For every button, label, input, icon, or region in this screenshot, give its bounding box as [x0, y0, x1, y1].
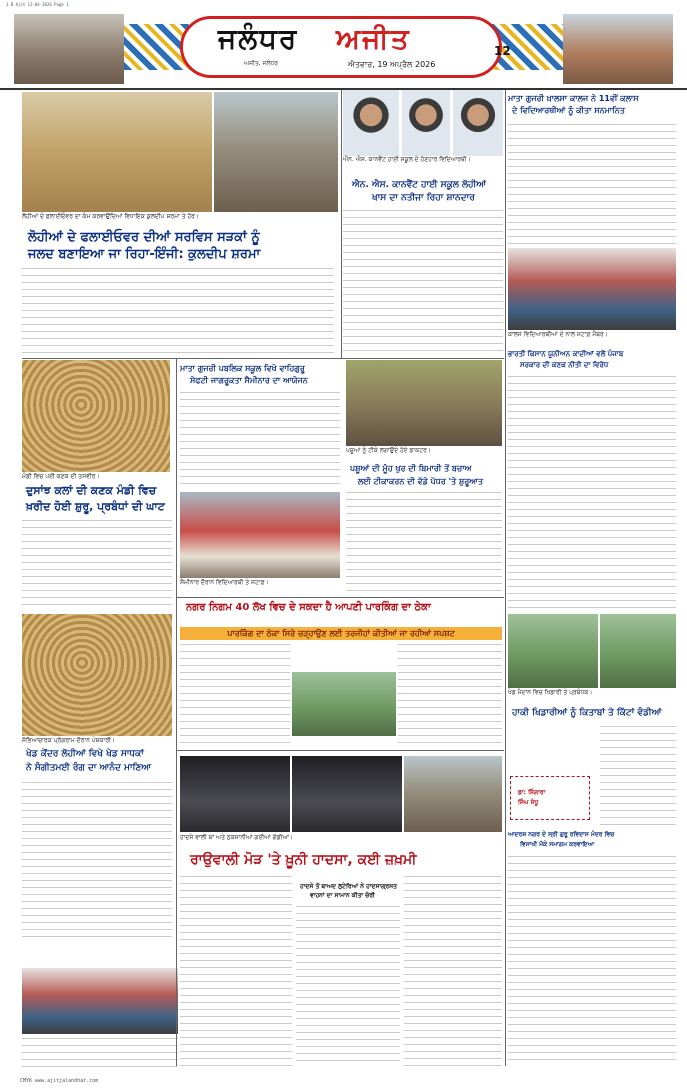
mandir-headline-line1: ਆਦਰਸ਼ ਨਗਰ ਦੇ ਸ੍ਰੀ ਗੁਰੂ ਰਵਿਦਾਸ ਮੰਦਰ ਵਿਚ — [508, 831, 615, 838]
results-headline-line1: ਐਨ. ਐਸ. ਕਾਨਵੈਂਟ ਹਾਈ ਸਕੂਲ ਲੋਹੀਆਂ — [352, 180, 487, 190]
accident-subhead-line1: ਹਾਦਸੇ ਤੋਂ ਬਾਅਦ ਲੁਟੇਰਿਆਂ ਨੇ ਹਾਦਸਾਗ੍ਰਸਤ — [300, 883, 397, 890]
flyover-body-text — [22, 268, 334, 358]
seminar-caption: ਸੈਮੀਨਾਰ ਦੌਰਾਨ ਵਿਦਿਆਰਥੀ ਤੇ ਸਟਾਫ਼। — [180, 579, 269, 586]
accident-headline: ਰਾਉਵਾਲੀ ਮੋੜ 'ਤੇ ਖ਼ੂਨੀ ਹਾਦਸਾ, ਕਈ ਜ਼ਖ਼ਮੀ — [190, 852, 417, 868]
accident-caption: ਹਾਦਸੇ ਵਾਲੀ ਥਾਂ ਅਤੇ ਨੁਕਸਾਨੀਆਂ ਗਈਆਂ ਗੱਡੀਆਂ। — [180, 834, 294, 841]
parking-body-text-1 — [180, 644, 290, 744]
cattle-caption: ਪਸ਼ੂਆਂ ਨੂੰ ਟੀਕੇ ਲਗਾਉਂਦੇ ਹੋਏ ਡਾਕਟਰ। — [346, 447, 431, 454]
folk-photo-caption-text — [22, 1038, 178, 1068]
student-photo-3 — [453, 90, 503, 156]
college-headline-line2: ਦੇ ਵਿਦਿਆਰਥੀਆਂ ਨੂੰ ਕੀਤਾ ਸਨਮਾਨਿਤ — [512, 106, 625, 115]
flyover-headline-line1: ਲੋਹੀਆਂ ਦੇ ਫਲਾਈਓਵਰ ਦੀਆਂ ਸਰਵਿਸ ਸੜਕਾਂ ਨੂੰ — [28, 230, 260, 245]
flyover-photo-1 — [22, 92, 212, 212]
mandi-headline-line1: ਦੁਸਾਂਝ ਕਲਾਂ ਦੀ ਕਣਕ ਮੰਡੀ ਵਿਚ — [26, 484, 157, 497]
mandir-body-text — [508, 856, 676, 1066]
section-rule — [176, 750, 504, 751]
advertisement-line1: ਡਾ: ਸ਼ਿੰਗਾਰਾ — [518, 789, 546, 796]
accident-photo-2 — [292, 756, 402, 832]
accident-subhead-line2: ਵਾਹਨਾਂ ਦਾ ਸਾਮਾਨ ਕੀਤਾ ਚੋਰੀ — [310, 892, 375, 899]
college-caption: ਕਾਲਜ ਵਿਦਿਆਰਥੀਆਂ ਦੇ ਨਾਲ ਸਟਾਫ਼ ਮੈਂਬਰ। — [508, 331, 608, 338]
accident-body-text-1 — [180, 876, 292, 1066]
cattle-headline-line2: ਲਈ ਟੀਕਾਕਰਨ ਦੀ ਵੱਡੇ ਪੱਧਰ 'ਤੇ ਸ਼ੁਰੂਆਤ — [358, 477, 483, 486]
seminar-body-text — [180, 392, 340, 488]
accident-body-text-3 — [404, 876, 502, 1066]
masthead-photo-right — [563, 14, 673, 84]
section-rule — [22, 358, 504, 359]
masthead-photo-left — [14, 14, 124, 84]
student-photo-1 — [343, 90, 399, 156]
advertisement-box — [510, 776, 590, 820]
sports-body-text — [600, 726, 676, 826]
parking-headline: ਨਗਰ ਨਿਗਮ 40 ਲੱਖ ਵਿਚ ਦੇ ਸਕਦਾ ਹੈ ਆਪਣੀ ਪਾਰਕਿੰਗ ਦਾ ਠੇਕਾ — [186, 602, 431, 613]
accident-photo-1 — [180, 756, 290, 832]
masthead-date: ਐਤਵਾਰ, 19 ਅਪ੍ਰੈਲ 2026 — [348, 60, 436, 69]
column-rule — [505, 90, 506, 1066]
mandir-headline-line2: ਵਿਸਾਖੀ ਮੌਕੇ ਸਮਾਗਮ ਕਰਵਾਇਆ — [520, 841, 595, 848]
parking-body-text-2 — [398, 644, 502, 744]
college-headline-line1: ਮਾਤਾ ਗੁਜਰੀ ਖ਼ਾਲਸਾ ਕਾਲਜ ਨੇ 11ਵੀਂ ਕਲਾਸ — [508, 94, 639, 103]
college-group-photo — [508, 248, 676, 330]
folk-headline-line1: ਖੇਡ ਕੇਂਦਰ ਲੋਹੀਆਂ ਵਿਖੇ ਖੇਡ ਸਾਧਕਾਂ — [26, 749, 144, 759]
page-number: 12 — [494, 44, 511, 58]
sports-photo-1 — [508, 614, 598, 688]
column-rule — [176, 358, 177, 1066]
print-metadata-strip: 1 B Ajit 13-04-2026 Page 1 — [6, 2, 69, 7]
folk-headline-line2: ਨੇ ਸੰਗੀਤਮਈ ਰੰਗ ਦਾ ਆਨੰਦ ਮਾਣਿਆ — [26, 763, 152, 773]
results-body-text — [343, 210, 503, 356]
union-body-text — [508, 376, 676, 608]
sports-headline: ਹਾਕੀ ਖਿਡਾਰੀਆਂ ਨੂੰ ਕਿਤਾਬਾਂ ਤੇ ਕਿੱਟਾਂ ਵੰਡੀਆਂ — [512, 708, 662, 718]
results-headline-line2: ਖਾਸ ਦਾ ਨਤੀਜਾ ਰਿਹਾ ਸ਼ਾਨਦਾਰ — [372, 193, 475, 203]
masthead-title-jalandhar: ਜਲੰਧਰ — [218, 22, 299, 55]
student-photo-2 — [402, 90, 450, 156]
flyover-caption: ਲੋਹੀਆਂ ਦੇ ਫਲਾਈਓਵਰ ਦਾ ਕੰਮ ਕਰਵਾਉਂਦਿਆਂ ਵਿਧਾਇਕ ਕੁਲਦੀਪ ਸ਼ਰਮਾ ਤੇ ਹੋਰ। — [22, 213, 199, 220]
sports-caption: ਖੇਡ ਮੈਦਾਨ ਵਿਚ ਖਿਡਾਰੀ ਤੇ ਪ੍ਰਬੰਧਕ। — [508, 689, 593, 696]
flyover-photo-2 — [214, 92, 338, 212]
folk-caption: ਸੱਭਿਆਚਾਰਕ ਪ੍ਰੋਗਰਾਮ ਦੌਰਾਨ ਪੇਸ਼ਕਾਰੀ। — [22, 737, 115, 744]
cattle-photo — [346, 360, 502, 446]
seminar-headline-line1: ਮਾਤਾ ਗੁਜਰੀ ਪਬਲਿਕ ਸਕੂਲ ਵਿਖੇ ਵਾਹਿਗੁਰੂ — [180, 364, 305, 373]
cattle-headline-line1: ਪਸ਼ੂਆਂ ਦੀ ਮੂੰਹ ਖੁਰ ਦੀ ਬਿਮਾਰੀ ਤੋਂ ਬਚਾਅ — [350, 464, 472, 473]
union-headline-line1: ਭਾਰਤੀ ਕਿਸਾਨ ਯੂਨੀਅਨ ਕਾਦੀਆਂ ਵਲੋਂ ਪੰਜਾਬ — [508, 350, 624, 358]
parking-subhead: ਪਾਰਕਿੰਗ ਦਾ ਠੇਕਾ ਸਿਰੇ ਚੜ੍ਹਾਉਣ ਲਈ ਤਰਜੀਹਾਂ ਕੀਤੀਆਂ ਜਾ ਰਹੀਆਂ ਸਪਸ਼ਟ — [180, 627, 502, 640]
masthead-title-ajit: ਅਜੀਤ — [336, 22, 411, 55]
section-rule — [176, 597, 504, 598]
column-rule — [341, 90, 342, 358]
folk-group-photo — [22, 968, 178, 1034]
cattle-body-text — [346, 492, 502, 592]
advertisement-line2: ਸਿੰਘ ਸੰਧੂ — [518, 799, 539, 806]
college-body-text — [508, 124, 676, 244]
page-footer: CMYK www.ajitjalandhar.com — [20, 1078, 99, 1084]
union-headline-line2: ਸਰਕਾਰ ਦੀ ਕਣਕ ਨੀਤੀ ਦਾ ਵਿਰੋਧ — [520, 361, 609, 369]
flyover-headline-line2: ਜਲਦ ਬਣਾਇਆ ਜਾ ਰਿਹਾ-ਇੰਜੀ: ਕੁਲਦੀਪ ਸ਼ਰਮਾ — [28, 247, 261, 262]
mandi-headline-line2: ਖ਼ਰੀਦ ਹੋਈ ਸ਼ੁਰੂ, ਪ੍ਰਬੰਧਾਂ ਦੀ ਘਾਟ — [26, 500, 165, 513]
seminar-headline-line2: ਸੇਫਟੀ ਜਾਗਰੂਕਤਾ ਸੈਮੀਨਾਰ ਦਾ ਆਯੋਜਨ — [190, 376, 308, 385]
masthead-subtitle: ਅਜੀਤ, ਜਲੰਧਰ — [244, 60, 279, 67]
mandi-photo — [22, 360, 170, 472]
mandi-caption: ਮੰਡੀ ਵਿਚ ਪਈ ਕਣਕ ਦੀ ਤਸਵੀਰ। — [22, 473, 100, 480]
seminar-photo — [180, 492, 340, 578]
parking-photo — [292, 672, 396, 736]
folk-photo — [22, 614, 172, 736]
folk-body-text — [22, 782, 172, 942]
accident-photo-3 — [404, 756, 502, 832]
sports-photo-2 — [600, 614, 676, 688]
mandi-body-text — [22, 520, 172, 610]
accident-body-text-2 — [296, 906, 400, 1066]
results-caption: ਐਨ. ਐਸ. ਕਾਨਵੈਂਟ ਹਾਈ ਸਕੂਲ ਦੇ ਹੋਣਹਾਰ ਵਿਦਿਆਰਥੀ। — [343, 156, 471, 163]
